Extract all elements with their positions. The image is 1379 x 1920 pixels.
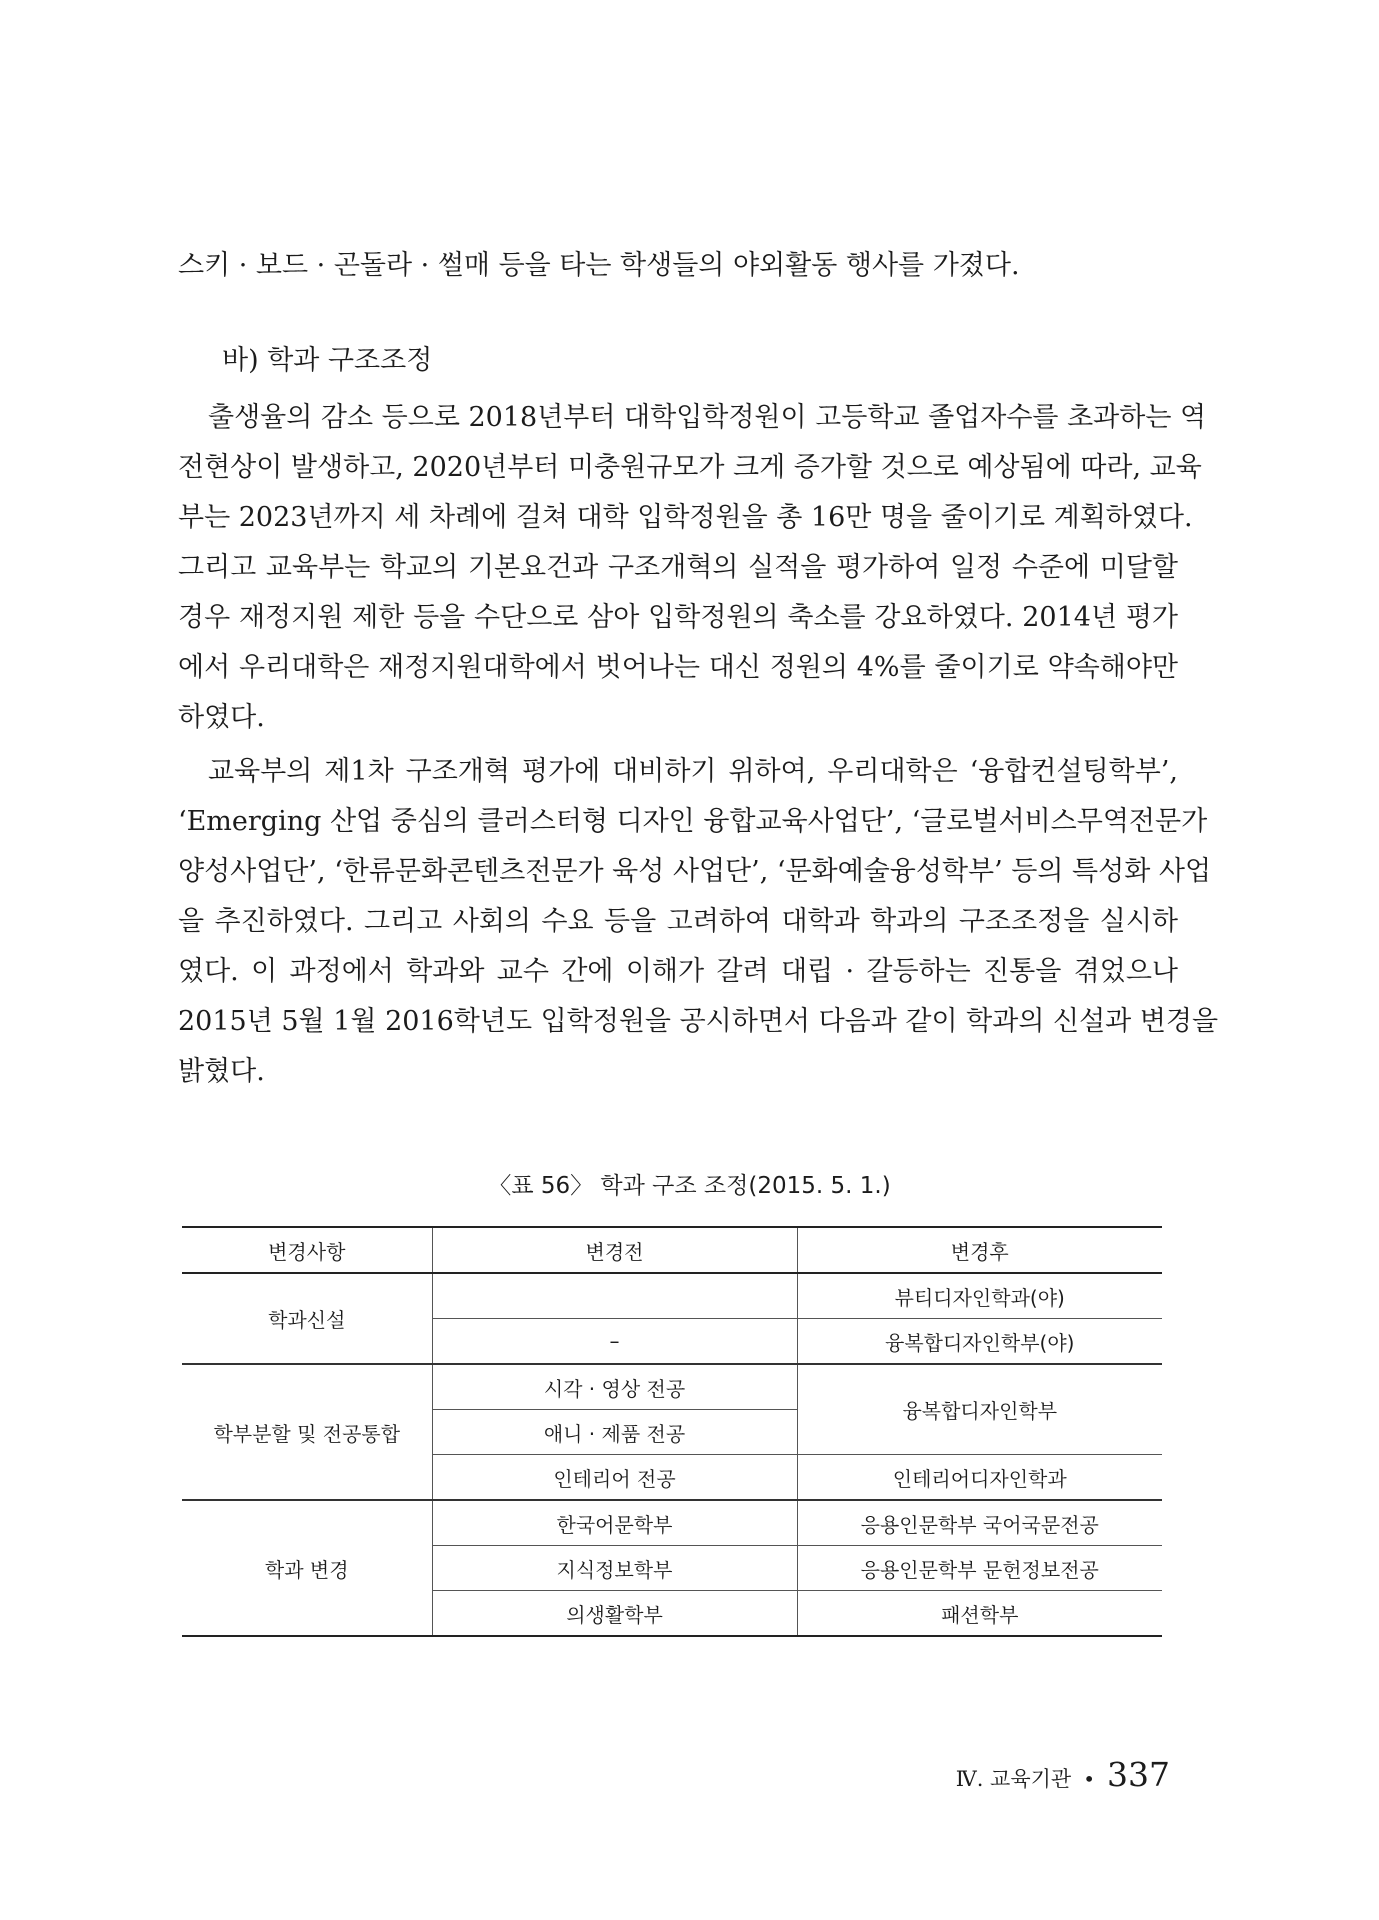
before-cell: 시각 · 영상 전공	[432, 1364, 797, 1410]
paragraph-line: ‘Emerging 산업 중심의 클러스터형 디자인 융합교육사업단’, ‘글로벌서비스무역전문가	[178, 806, 1208, 837]
paragraph-line: 부는 2023년까지 세 차례에 걸쳐 대학 입학정원을 총 16만 명을 줄이기로 계획하였다.	[178, 502, 1193, 533]
paragraph-line: 하였다.	[178, 702, 265, 733]
before-cell: 애니 · 제품 전공	[432, 1410, 797, 1455]
paragraph-line: 였다. 이 과정에서 학과와 교수 간에 이해가 갈려 대립 · 갈등하는 진통을 겪었으나	[178, 956, 1178, 987]
paragraph-line: 2015년 5월 1월 2016학년도 입학정원을 공시하면서 다음과 같이 학과의 신설과 변경을	[178, 1006, 1219, 1037]
table-header-row	[182, 1227, 1162, 1273]
page-footer	[956, 1755, 1170, 1794]
after-cell: 패션학부	[797, 1591, 1162, 1637]
after-cell: 인테리어디자인학과	[797, 1455, 1162, 1501]
header-change-type: 변경사항	[182, 1227, 432, 1273]
section-heading: 바) 학과 구조조정	[222, 345, 433, 376]
paragraph-line: 양성사업단’, ‘한류문화콘텐츠전문가 육성 사업단’, ‘문화예술융성학부’ 등의 특성화 사업	[178, 856, 1212, 887]
category-cell: 학과 변경	[182, 1500, 432, 1636]
after-cell: 융복합디자인학부(야)	[797, 1319, 1162, 1365]
paragraph-line: 을 추진하였다. 그리고 사회의 수요 등을 고려하여 대학과 학과의 구조조정을 실시하	[178, 906, 1178, 937]
table-row	[182, 1500, 1162, 1546]
restructuring-table	[182, 1226, 1162, 1637]
before-cell: 의생활학부	[432, 1591, 797, 1637]
paragraph-line: 교육부의 제1차 구조개혁 평가에 대비하기 위하여, 우리대학은 ‘융합컨설팅학부’,	[208, 756, 1178, 787]
chapter-label: Ⅳ. 교육기관	[955, 1767, 1072, 1791]
paragraph-line: 출생율의 감소 등으로 2018년부터 대학입학정원이 고등학교 졸업자수를 초과하는 역	[208, 402, 1207, 433]
before-cell: –	[432, 1319, 797, 1365]
header-before: 변경전	[432, 1227, 797, 1273]
table-caption: 〈표 56〉 학과 구조 조정(2015. 5. 1.)	[488, 1173, 891, 1199]
after-cell: 응용인문학부 국어국문전공	[797, 1500, 1162, 1546]
paragraph-line: 그리고 교육부는 학교의 기본요건과 구조개혁의 실적을 평가하여 일정 수준에 미달할	[178, 552, 1178, 583]
page-number: 337	[1107, 1755, 1170, 1794]
header-after: 변경후	[797, 1227, 1162, 1273]
category-cell: 학과신설	[182, 1273, 432, 1364]
after-cell: 뷰티디자인학과(야)	[797, 1273, 1162, 1319]
before-cell	[432, 1273, 797, 1319]
paragraph-line: 에서 우리대학은 재정지원대학에서 벗어나는 대신 정원의 4%를 줄이기로 약속해야만	[178, 652, 1178, 683]
before-cell: 인테리어 전공	[432, 1455, 797, 1501]
paragraph-line: 경우 재정지원 제한 등을 수단으로 삼아 입학정원의 축소를 강요하였다. 2014년 평가	[178, 602, 1178, 633]
table-row	[182, 1273, 1162, 1319]
after-cell: 융복합디자인학부	[797, 1364, 1162, 1455]
before-cell: 지식정보학부	[432, 1546, 797, 1591]
category-cell: 학부분할 및 전공통합	[182, 1364, 432, 1500]
paragraph-line: 밝혔다.	[178, 1056, 265, 1087]
table-row	[182, 1364, 1162, 1410]
continuation-line: 스키 · 보드 · 곤돌라 · 썰매 등을 타는 학생들의 야외활동 행사를 가졌다.	[178, 250, 1020, 281]
after-cell: 응용인문학부 문헌정보전공	[797, 1546, 1162, 1591]
before-cell: 한국어문학부	[432, 1500, 797, 1546]
bullet-icon: •	[1083, 1767, 1095, 1791]
paragraph-line: 전현상이 발생하고, 2020년부터 미충원규모가 크게 증가할 것으로 예상됨에 따라, 교육	[178, 452, 1202, 483]
